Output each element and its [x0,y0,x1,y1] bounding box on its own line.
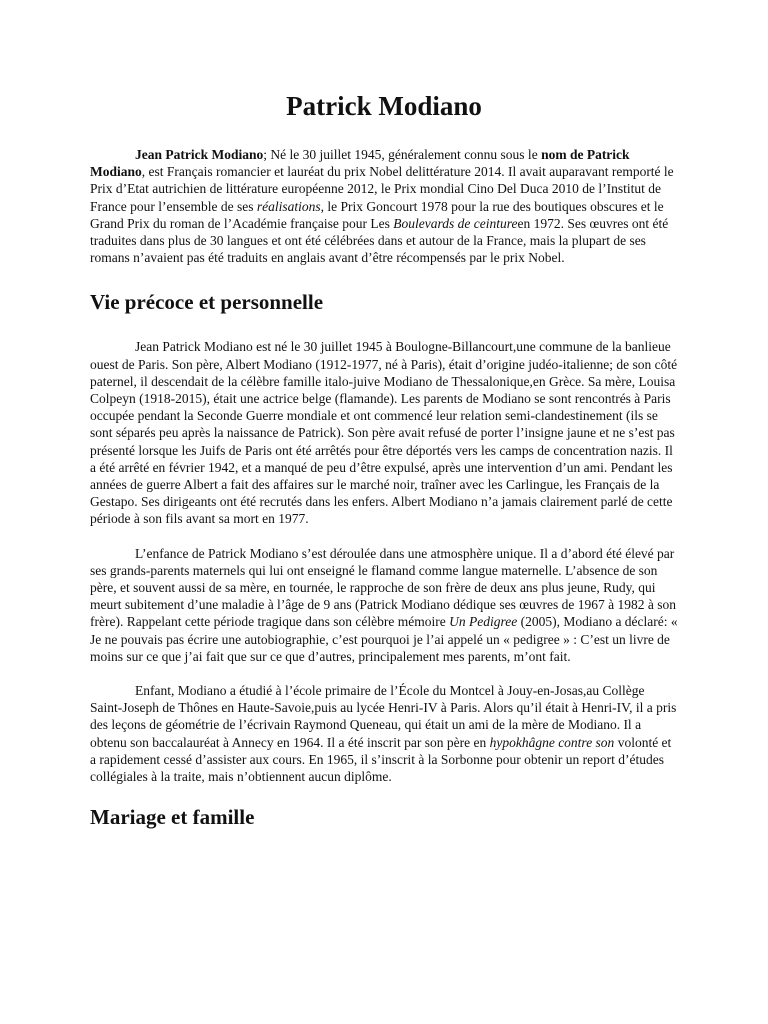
section-heading-early-life: Vie précoce et personnelle [90,290,324,315]
p2-text-1: L’enfance de Patrick Modiano s’est déroulée dans une atmosphère unique. Il a d’abord été élevé par ses grands-parents maternels qui lui ont enseigné le flamand comme langue maternelle. L’absence de son père, et souvent aussi de sa mère, en tournée, le rapproche de son frère de deux ans plus jeune, Rudy, qui meurt subitement d’une maladie à l’âge de 9 ans (Patrick Modiano dédique ses œuvres de 1967 à 1982 à son frère). Rappelant cette période tragique dans son célèbre mémoire [90,545,676,630]
section-heading-marriage: Mariage et famille [90,805,255,830]
early-life-paragraph-1: Jean Patrick Modiano est né le 30 juillet 1945 à Boulogne-Billancourt,une commune de la banlieue ouest de Paris. Son père, Albert Modiano (1912-1977, né à Paris), était d’origine judéo-italienne; de son côté paternel, il descendait de la célèbre famille italo-juive Modiano de Thessalonique,en Grèce. Sa mère, Louisa Colpeyn (1918-2015), était une actrice belge (flamande). Les parents de Modiano se sont rencontrés à Paris occupée pendant la Seconde Guerre mondiale et ont commencé leur relation semi-clandestinement (ils se sont séparés peu après la naissance de Patrick). Son père avait refusé de porter l’insigne jaune et ne s’est pas présenté lorsque les Juifs de Paris ont été arrêtés pour être déportés vers les camps de concentration nazis. Il a été arrêté en février 1942, et a manqué de peu d’être expulsé, après une intervention d’un ami. Pendant les années de guerre Albert a fait des affaires sur le marché noir, traîner avec les Carlingue, les Français de la Gestapo. Ses dirigeants ont été recrutés dans les enfers. Albert Modiano n’a jamais clairement parlé de cette période à son fils avant sa mort en 1977. [90,339,678,527]
intro-text-2: , est Français romancier et lauréat du prix Nobel delittérature 2014. Il avait auparavant remporté le Prix d’Etat autrichien de littérature européenne 2012, le Prix mondial Cino Del Duca 2010 de l’Institut de France pour l’ensemble de ses [90,164,674,214]
early-life-paragraph-2 [90,545,678,665]
intro-italic-2: Boulevards de ceinture [393,215,518,231]
document-page [90,88,678,853]
intro-bold-2: nom de Patrick Modiano [90,147,630,180]
p2-italic: Un Pedigree [449,614,518,630]
intro-text-1: ; Né le 30 juillet 1945, généralement connu sous le [263,147,542,162]
intro-text-4: en 1972. Ses œuvres ont été traduites dans plus de 30 langues et ont été célébrées dans et autour de la France, mais la plupart de ses romans n’avaient pas été traduits en anglais avant d’être récompensés par le prix Nobel. [90,215,669,266]
intro-paragraph [90,146,678,266]
document-title: Patrick Modiano [286,91,482,121]
p3-text-1: Enfant, Modiano a étudié à l’école primaire de l’École du Montcel à Jouy-en-Josas,au Collège Saint-Joseph de Thônes en Haute-Savoie,puis au lycée Henri-IV à Paris. Alors qu’il était à Henri-IV, il a pris des leçons de géométrie de l’écrivain Raymond Queneau, qui était un ami de la mère de Modiano. Il a obtenu son baccalauréat à Annecy en 1964. Il a été inscrit par son père en [90,683,677,750]
early-life-paragraph-3 [90,682,678,785]
p3-italic: hypokhâgne contre son [489,734,615,750]
intro-text-3: le Prix Goncourt 1978 pour la rue des boutiques obscures et le Grand Prix du roman de l’Académie française pour Les [90,198,664,231]
p3-text-2: volonté et a rapidement cessé d’assister aux cours. En 1965, il s’inscrit à la Sorbonne pour obtenir un report d’études collégiales à la traite, mais n’obtiennent aucun diplôme. [90,734,672,785]
intro-name-bold: Jean Patrick Modiano [135,147,264,162]
intro-italic-1: réalisations, [256,198,324,214]
p2-text-2: (2005), Modiano a déclaré: « Je ne pouvais pas écrire une autobiographie, c’est pourquoi je l’ai appelé un « pedigree » : C’est un livre de moins sur ce que j’ai fait que sur ce que d’autres, principalement mes parents, m’ont fait. [90,614,678,664]
